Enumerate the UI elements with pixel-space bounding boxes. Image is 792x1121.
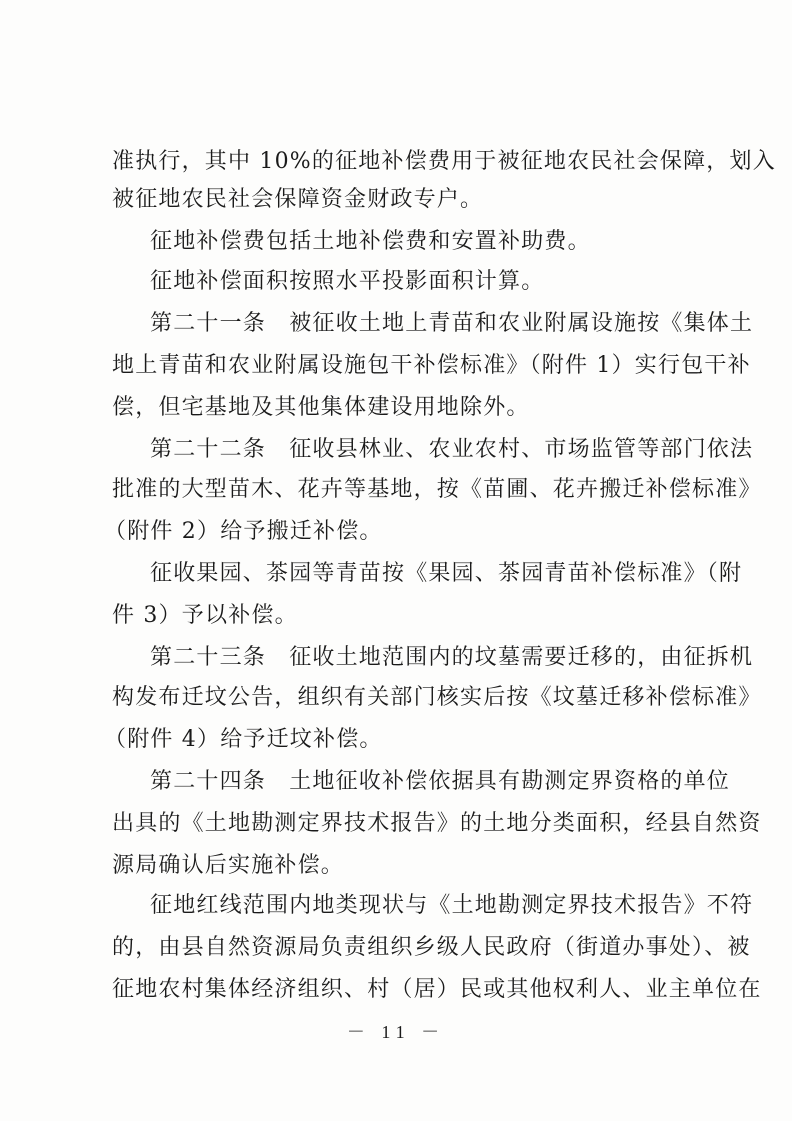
text-line: （附件 2）给予搬迁补偿。 <box>104 519 383 544</box>
text-line: 地上青苗和农业附属设施包干补偿标准》（附件 1）实行包干补 <box>112 353 751 378</box>
text-line: （附件 4）给予迁坟补偿。 <box>104 727 383 752</box>
article-22-heading-line: 第二十二条 征收县林业、农业农村、市场监管等部门依法 <box>150 437 754 462</box>
article-21-heading-line: 第二十一条 被征收土地上青苗和农业附属设施按《集体土 <box>150 311 754 336</box>
article-23-heading-line: 第二十三条 征收土地范围内的坟墓需要迁移的，由征拆机 <box>150 645 754 670</box>
article-24-heading-line: 第二十四条 土地征收补偿依据具有勘测定界资格的单位 <box>150 769 731 794</box>
text-line: 被征地农民社会保障资金财政专户。 <box>112 187 484 212</box>
text-line: 征收果园、茶园等青苗按《果园、茶园青苗补偿标准》（附 <box>150 561 743 586</box>
text-line: 征地红线范围内地类现状与《土地勘测定界技术报告》不符 <box>150 893 754 918</box>
page-number: － 11 － <box>346 1022 446 1042</box>
text-line: 源局确认后实施补偿。 <box>112 853 345 878</box>
text-line: 批准的大型苗木、花卉等基地，按《苗圃、花卉搬迁补偿标准》 <box>112 477 762 502</box>
text-line: 征地农村集体经济组织、村（居）民或其他权利人、业主单位在 <box>112 977 762 1002</box>
text-line: 准执行，其中 10%的征地补偿费用于被征地农民社会保障，划入 <box>112 149 776 174</box>
text-line: 偿，但宅基地及其他集体建设用地除外。 <box>112 395 530 420</box>
text-line: 件 3）予以补偿。 <box>112 603 298 628</box>
text-line: 构发布迁坟公告，组织有关部门核实后按《坟墓迁移补偿标准》 <box>112 685 762 710</box>
text-line: 征地补偿面积按照水平投影面积计算。 <box>150 269 545 294</box>
text-line: 征地补偿费包括土地补偿费和安置补助费。 <box>150 229 591 254</box>
text-line: 的，由县自然资源局负责组织乡级人民政府（街道办事处）、被 <box>112 935 751 960</box>
text-line: 出具的《土地勘测定界技术报告》的土地分类面积，经县自然资 <box>112 811 762 836</box>
